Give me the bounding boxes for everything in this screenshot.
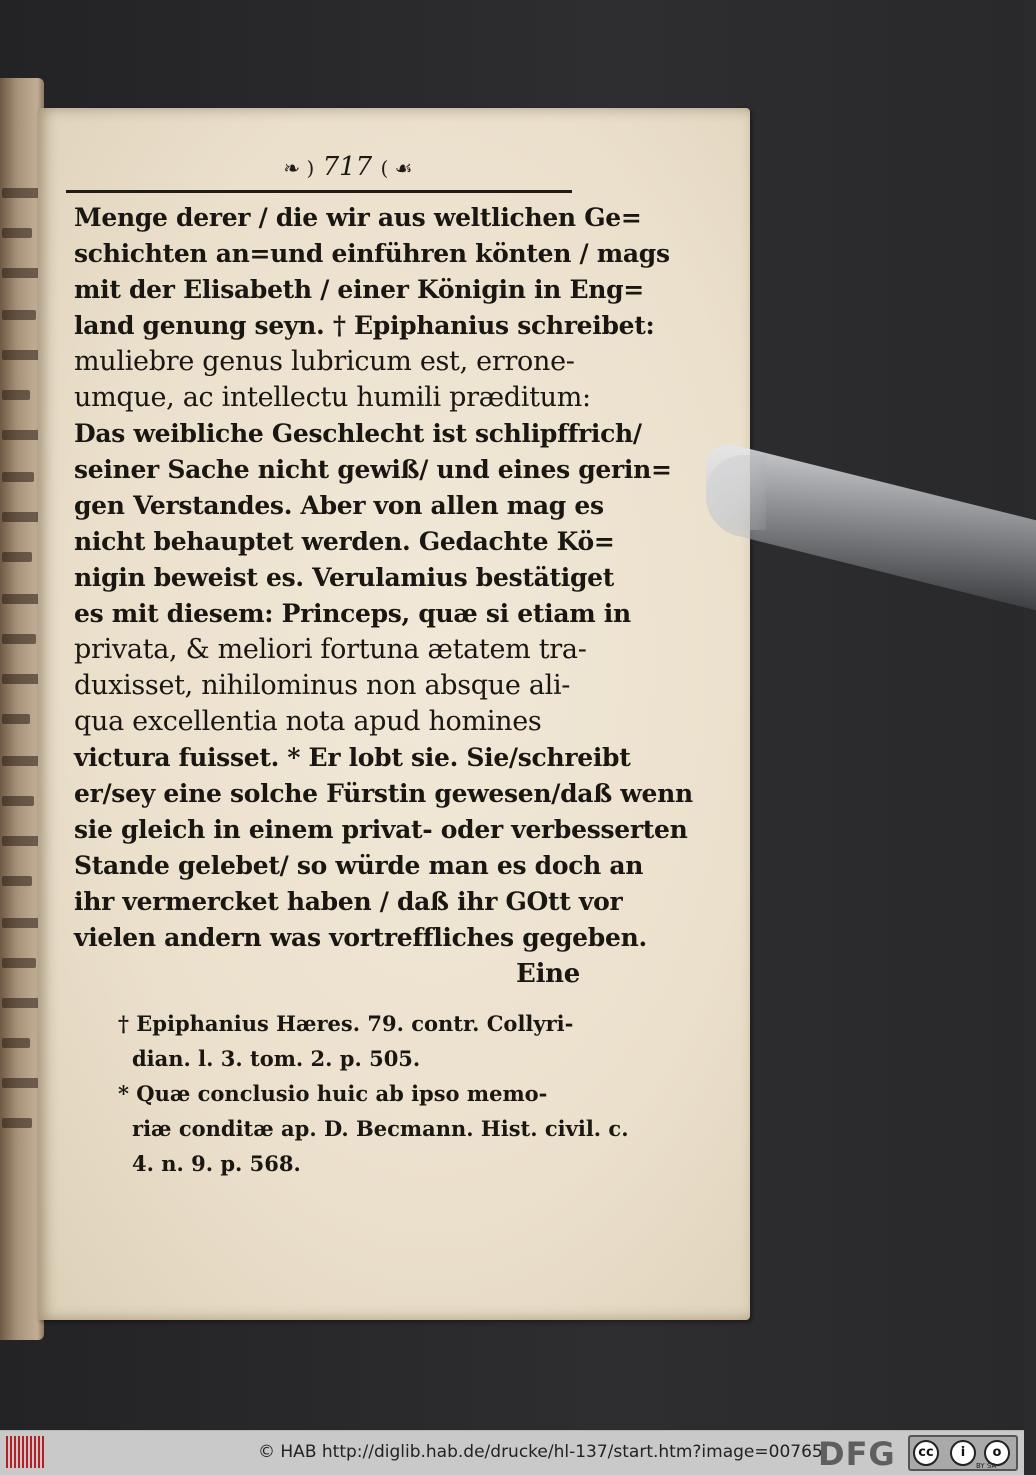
- text-line: ihr vermercket haben / daß ihr GOtt vor: [74, 887, 623, 916]
- footnote-line: † Epiphanius Hæres. 79. contr. Collyri-: [118, 1011, 574, 1036]
- text-line: victura fuisset. * Er lobt sie. Sie/schreibt: [74, 743, 631, 772]
- text-line: Menge derer / die wir aus weltlichen Ge=: [74, 203, 642, 232]
- footnote-line: riæ conditæ ap. D. Becmann. Hist. civil. c.: [132, 1116, 629, 1141]
- text-line: schichten an=und einführen könten / mags: [74, 239, 670, 268]
- viewer-footer: [0, 1430, 1024, 1475]
- license-label: BY SA: [976, 1462, 997, 1470]
- book-page: [38, 108, 750, 1320]
- text-line: seiner Sache nicht gewiß/ und eines gerin=: [74, 455, 672, 484]
- text-line: muliebre genus lubricum est, errone-: [74, 346, 575, 377]
- text-line: privata, & meliori fortuna ætatem tra-: [74, 634, 587, 665]
- sharealike-icon: o: [984, 1440, 1010, 1466]
- text-line: Das weibliche Geschlecht ist schlipffrich/: [74, 419, 642, 448]
- page-number: 717: [322, 152, 373, 182]
- attribution-icon: i: [950, 1440, 976, 1466]
- text-line: er/sey eine solche Fürstin gewesen/daß wenn: [74, 779, 693, 808]
- text-line: es mit diesem: Princeps, quæ si etiam in: [74, 599, 631, 628]
- source-link[interactable]: © HAB http://diglib.hab.de/drucke/hl-137/start.htm?image=00765: [258, 1442, 823, 1462]
- text-line: gen Verstandes. Aber von allen mag es: [74, 491, 604, 520]
- text-line: nicht behauptet werden. Gedachte Kö=: [74, 527, 615, 556]
- text-line: land genung seyn. † Epiphanius schreibet:: [74, 311, 655, 340]
- text-line: umque, ac intellectu humili præditum:: [74, 382, 591, 413]
- footnote-line: * Quæ conclusio huic ab ipso memo-: [118, 1081, 548, 1106]
- cc-license-badge[interactable]: [908, 1435, 1018, 1471]
- text-line: mit der Elisabeth / einer Königin in Eng=: [74, 275, 644, 304]
- footnote-line: dian. l. 3. tom. 2. p. 505.: [132, 1046, 421, 1071]
- page-header: [238, 152, 458, 186]
- text-line: Stande gelebet/ so würde man es doch an: [74, 851, 644, 880]
- footnotes: [118, 1006, 629, 1181]
- body-text: [74, 200, 693, 992]
- text-line: duxisset, nihilominus non absque ali-: [74, 670, 571, 701]
- header-right-ornament: ( ☙: [380, 156, 413, 180]
- header-left-ornament: ❧ ): [283, 156, 315, 180]
- text-line: nigin beweist es. Verulamius bestätiget: [74, 563, 614, 592]
- header-rule: [66, 190, 572, 193]
- barcode-icon: [6, 1436, 46, 1468]
- catchword: Eine: [516, 959, 580, 989]
- footnote-line: 4. n. 9. p. 568.: [132, 1151, 301, 1176]
- text-line: qua excellentia nota apud homines: [74, 706, 542, 737]
- text-line: vielen andern was vortreffliches gegeben.: [74, 923, 647, 952]
- cc-icon: cc: [913, 1440, 939, 1466]
- dfg-logo: DFG: [818, 1435, 896, 1473]
- text-line: sie gleich in einem privat- oder verbesserten: [74, 815, 688, 844]
